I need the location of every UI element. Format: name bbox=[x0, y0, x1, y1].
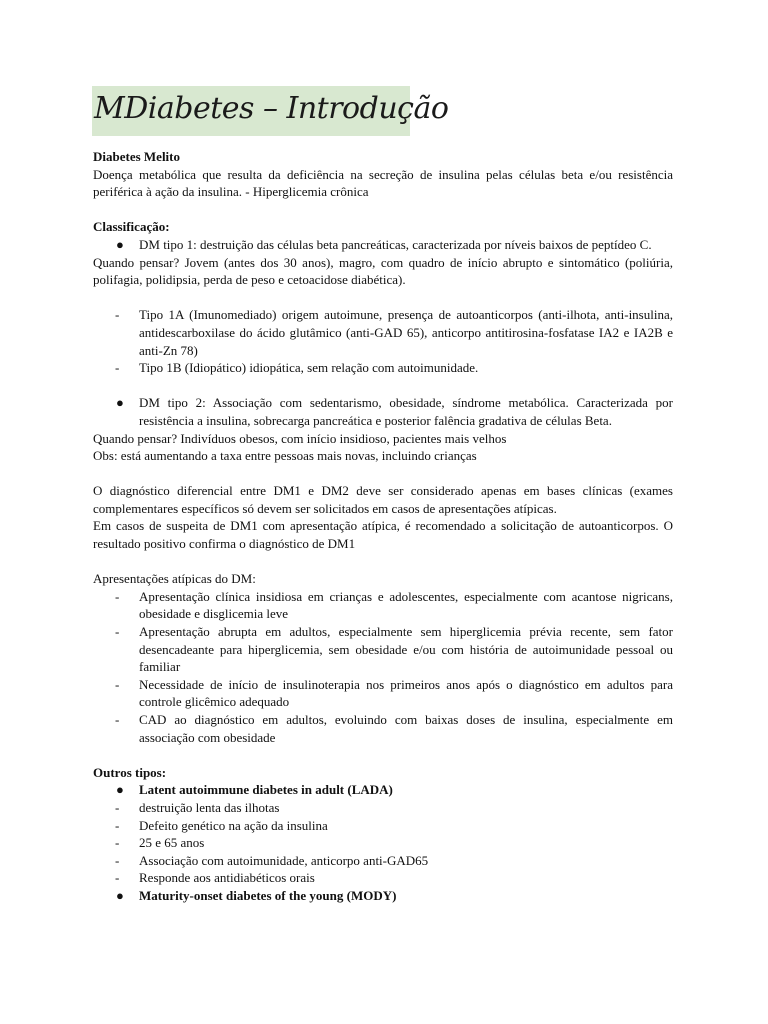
lada-item-text: Responde aos antidiabéticos orais bbox=[139, 870, 315, 886]
dm1b-text: Tipo 1B (Idiopático) idiopática, sem relação com autoimunidade. bbox=[139, 360, 479, 376]
dash-marker: - bbox=[115, 870, 120, 886]
atypical-item-text: Apresentação clínica insidiosa em crianças e adolescentes, especialmente com acantose nigricans, obesidade e disglicemia leve bbox=[139, 588, 673, 622]
atypical-item-text: Apresentação abrupta em adultos, especialmente sem hiperglicemia prévia recente, sem fator desencadeante para hiperglicemia, sem obesidade e/ou com história de autoimunidade pessoal ou familiar bbox=[139, 624, 673, 675]
document-body bbox=[93, 148, 673, 905]
atypical-heading: Apresentações atípicas do DM: bbox=[93, 571, 256, 587]
dash-marker: - bbox=[115, 817, 120, 833]
bullet-marker: ● bbox=[116, 395, 124, 411]
atypical-item-text: Necessidade de início de insulinoterapia nos primeiros anos após o diagnóstico em adultos para controle glicêmico adequado bbox=[139, 676, 673, 710]
list-item-dm2 bbox=[93, 394, 673, 429]
dash-marker: - bbox=[115, 588, 120, 604]
dash-marker: - bbox=[115, 676, 120, 692]
lada-item-text: destruição lenta das ilhotas bbox=[139, 799, 280, 815]
list-item-mody bbox=[93, 887, 673, 905]
list-item-atypical-4 bbox=[93, 711, 673, 746]
dash-marker: - bbox=[115, 799, 120, 815]
list-item-lada-2 bbox=[93, 817, 673, 835]
list-item-lada bbox=[93, 781, 673, 799]
dash-marker: - bbox=[115, 624, 120, 640]
bullet-marker: ● bbox=[116, 782, 124, 798]
page-title: MDiabetes – Introdução bbox=[94, 91, 449, 126]
dm2-when-paragraph: Quando pensar? Indivíduos obesos, com início insidioso, pacientes mais velhos bbox=[93, 430, 507, 446]
bullet-marker: ● bbox=[116, 236, 124, 252]
lada-item-text: Associação com autoimunidade, anticorpo anti-GAD65 bbox=[139, 852, 429, 868]
list-item-dm1a bbox=[93, 306, 673, 359]
dash-marker: - bbox=[115, 835, 120, 851]
dash-marker: - bbox=[115, 712, 120, 727]
section-heading-outros-tipos: Outros tipos: bbox=[93, 764, 167, 780]
differential-paragraph-2: Em casos de suspeita de DM1 com apresentação atípica, é recomendado a solicitação de autoanticorpos. O resultado positivo confirma o diagnóstico de DM1 bbox=[93, 518, 673, 552]
list-item-atypical-3 bbox=[93, 676, 673, 711]
list-item-dm1b bbox=[93, 359, 673, 377]
bullet-marker: ● bbox=[116, 887, 124, 903]
dm1a-text: Tipo 1A (Imunomediado) origem autoimune, presença de autoanticorpos (anti-ilhota, anti-insulina, antidescarboxilase do ácido glutâmico (anti-GAD 65), anticorpo antitirosina-fosfatase IA2 e IA2B e anti-Zn 78) bbox=[139, 307, 673, 358]
section-heading-classificacao: Classificação: bbox=[93, 219, 170, 235]
dm2-text: DM tipo 2: Associação com sedentarismo, obesidade, síndrome metabólica. Caracterizada por resistência a insulina, sobrecarga pancreática e posterior falência gradativa de células Beta. bbox=[139, 395, 673, 428]
dash-marker: - bbox=[115, 307, 120, 323]
list-item-atypical-2 bbox=[93, 623, 673, 676]
list-item-lada-4 bbox=[93, 852, 673, 870]
dm1-when-paragraph: Quando pensar? Jovem (antes dos 30 anos), magro, com quadro de início abrupto e sintomático (poliúria, polifagia, polidipsia, perda de peso e cetoacidose diabética). bbox=[93, 254, 673, 288]
mody-text: Maturity-onset diabetes of the young (MODY) bbox=[139, 887, 397, 903]
list-item-lada-3 bbox=[93, 834, 673, 852]
title-highlight bbox=[92, 86, 449, 136]
dm2-obs-paragraph: Obs: está aumentando a taxa entre pessoas mais novas, incluindo crianças bbox=[93, 448, 477, 464]
differential-paragraph-1: O diagnóstico diferencial entre DM1 e DM2 deve ser considerado apenas em bases clínicas (exames complementares específicos só devem ser solicitados em casos de apresentações atípicas. bbox=[93, 483, 673, 516]
list-item-atypical-1 bbox=[93, 588, 673, 623]
atypical-item-text: CAD ao diagnóstico em adultos, evoluindo com baixas doses de insulina, especialmente em associação com obesidade bbox=[139, 712, 673, 745]
definition-paragraph: Doença metabólica que resulta da deficiência na secreção de insulina pelas células beta e/ou resistência periférica à ação da insulina. - Hiperglicemia crônica bbox=[93, 166, 673, 200]
dash-marker: - bbox=[115, 360, 120, 376]
lada-item-text: Defeito genético na ação da insulina bbox=[139, 817, 328, 833]
lada-text: Latent autoimmune diabetes in adult (LADA) bbox=[139, 782, 393, 798]
list-item-dm1 bbox=[93, 236, 673, 254]
list-item-lada-1 bbox=[93, 799, 673, 817]
dash-marker: - bbox=[115, 852, 120, 868]
dm1-text: DM tipo 1: destruição das células beta pancreáticas, caracterizada por níveis baixos de peptídeo C. bbox=[139, 236, 652, 252]
section-heading-diabetes-melito: Diabetes Melito bbox=[93, 149, 181, 164]
list-item-lada-5 bbox=[93, 869, 673, 887]
lada-item-text: 25 e 65 anos bbox=[139, 835, 205, 851]
